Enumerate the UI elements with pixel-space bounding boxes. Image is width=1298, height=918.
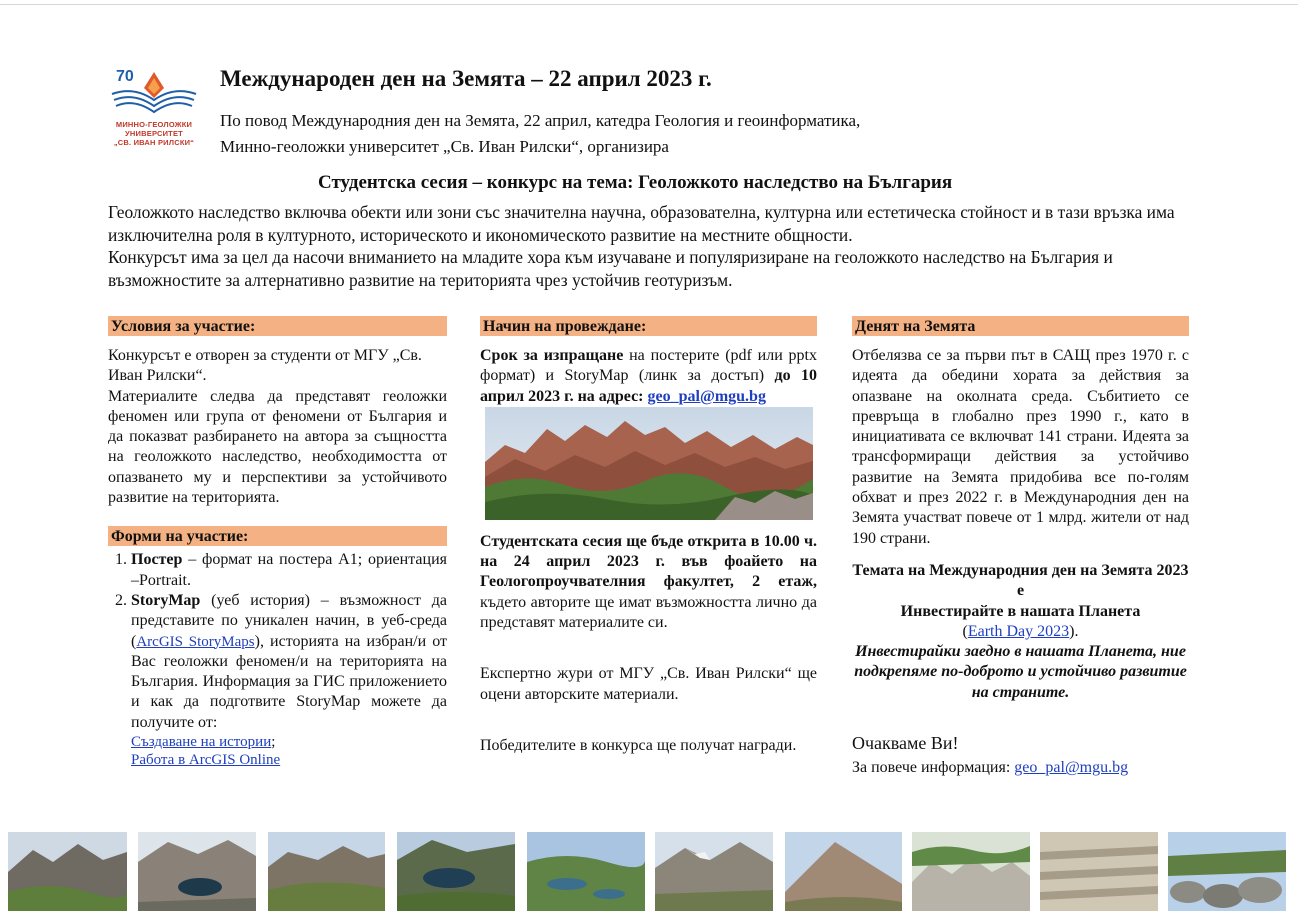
svg-text:70: 70 — [116, 68, 134, 85]
session-text — [480, 532, 817, 633]
forms-item-poster — [131, 550, 447, 591]
theme-title: Инвестирайте в нашата Планета — [900, 602, 1141, 620]
rock-layers-photo-9 — [1040, 832, 1158, 911]
session-subtitle: Студентска сесия – конкурс на тема: Геоложкото наследство на България — [318, 172, 953, 193]
forms-heading: Форми на участие: — [108, 526, 447, 546]
theme-link-open: ( — [962, 622, 968, 640]
closing-text: Очакваме Ви! — [852, 733, 959, 754]
storymap-text-1: (уеб история) – възможност да представите по уникален начин, в уеб-среда ( — [131, 591, 447, 650]
logo-emblem-icon — [106, 66, 202, 116]
more-info-label: За повече информация: — [852, 759, 1015, 777]
arcgis-storymaps-link[interactable]: ArcGIS StoryMaps — [136, 633, 255, 650]
earthday-history: Отбелязва се за първи път в САЩ през 1970 г. с идеята да обедини хората за действия за опазване на околната среда. Събитието се превръща в глобално през 1990 г., като в инициативата се включват 141 страни. Идеята за трансформиращи действия за устойчиво развитие на Земята придобива все по-голям обхват и през 2022 г. в Международния ден на Земята участват повече от 1 млрд. жители от над 190 страни. — [852, 347, 1189, 547]
intro-text — [220, 108, 860, 160]
contact-email-link[interactable]: geo_pal@mgu.bg — [647, 387, 766, 405]
intro-line-1: По повод Международния ден на Земята, 22 април, катедра Геология и геоинформатика, — [220, 111, 861, 130]
more-info-line — [852, 758, 1189, 778]
university-logo — [106, 66, 202, 150]
logo-line-3: „СВ. ИВАН РИЛСКИ“ — [113, 138, 195, 147]
lakes-valley-photo-5 — [527, 832, 645, 911]
poster-label: Постер — [131, 551, 183, 569]
mountain-lake-photo-4 — [397, 832, 515, 911]
conditions-column — [108, 316, 447, 770]
storymap-label: StoryMap — [131, 591, 201, 609]
boulder-field-photo-10 — [1168, 832, 1286, 911]
rock-formations-photo — [485, 407, 813, 520]
session-detail: където авторите ще имат възможността лично да представят материалите си. — [480, 593, 817, 632]
earthday-heading: Денят на Земята — [852, 316, 1189, 336]
deadline-label: Срок за изпращане — [480, 347, 624, 364]
rocks-photo-8 — [912, 832, 1030, 911]
mountain-peak-photo-7 — [785, 832, 902, 911]
intro-paragraph — [108, 201, 1193, 291]
deadline-text — [480, 346, 817, 407]
deadline-date: до 10 април 2023 г. на адрес: — [480, 367, 818, 405]
intro-paragraph-1: Геоложкото наследство включва обекти или зони със значителна научна, образователна, културна или естетическа стойност и в тази връзка има изключителна роля в културното, историческото и икономическото развитие на местните общности. — [108, 202, 1175, 245]
storymap-text-2: ), историята на избран/и от Вас геоложки феномен/и на територията на България. Информация за ГИС приложението и как да подготвите StoryMap можете да получите от: — [131, 632, 448, 731]
forms-list — [108, 550, 447, 770]
earthday-column — [852, 316, 1189, 779]
forms-item-storymap — [131, 591, 447, 770]
mountain-photo-6 — [655, 832, 773, 911]
logo-line-1: МИННО-ГЕОЛОЖКИ — [115, 120, 193, 129]
page-title: Международен ден на Земята – 22 април 2023 г. — [220, 66, 712, 91]
intro-line-2: Минно-геоложки университет „Св. Иван Рилски“, организира — [220, 137, 669, 156]
conditions-heading: Условия за участие: — [108, 316, 447, 336]
procedure-column — [480, 316, 817, 756]
top-divider — [0, 4, 1298, 5]
winners-text: Победителите в конкурса ще получат награди. — [480, 736, 797, 754]
arcgis-online-link[interactable]: Работа в ArcGIS Online — [131, 752, 281, 769]
earth-day-2023-link[interactable]: Earth Day 2023 — [967, 622, 1070, 640]
theme-intro: Темата на Международния ден на Земята 2023 е — [852, 561, 1189, 600]
logo-line-2: УНИВЕРСИТЕТ — [125, 129, 183, 138]
more-info-email-link[interactable]: geo_pal@mgu.bg — [1014, 759, 1129, 777]
theme-link-line — [852, 622, 1189, 642]
deadline-detail: на постерите (pdf или pptx формат) и StoryMap (линк за достъп) — [480, 347, 818, 385]
intro-paragraph-2: Конкурсът има за цел да насочи вниманието на младите хора към изучаване и популяризиране на геоложкото наследство на България и възможностите за алтернативно развитие на територията чрез устойчив геотуризъм. — [108, 247, 1113, 290]
theme-motto: Инвестирайки заедно в нашата Планета, ние подкрепяме по-доброто и устойчиво развитие на страните. — [854, 643, 1187, 701]
mountain-photo-3 — [268, 832, 385, 911]
mountain-photo-1 — [8, 832, 127, 911]
conditions-text-1: Конкурсът е отворен за студенти от МГУ „Св. Иван Рилски“. — [108, 347, 422, 385]
session-opening: Студентската сесия ще бъде открита в 10.00 ч. на 24 април 2023 г. във фоайето на Геологопроучвателния факултет, 2 етаж, — [480, 532, 817, 591]
conditions-text-2: Материалите следва да представят геоложки феномен или група от феномени от България и да показват разбирането на автора за същността на геоложкото наследство, необходимостта от опазването му и перспективи за устойчивото развитие на територията. — [108, 387, 447, 507]
jury-text: Експертно жури от МГУ „Св. Иван Рилски“ ще оцени авторските материали. — [480, 665, 817, 703]
create-stories-link[interactable]: Създаване на истории — [131, 734, 272, 751]
procedure-heading: Начин на провеждане: — [480, 316, 817, 336]
mountain-photo-2 — [138, 832, 256, 911]
poster-text: – формат на постера А1; ориентация –Portrait. — [131, 551, 447, 589]
link-separator: ; — [271, 734, 276, 751]
theme-link-close: ). — [1069, 622, 1079, 640]
